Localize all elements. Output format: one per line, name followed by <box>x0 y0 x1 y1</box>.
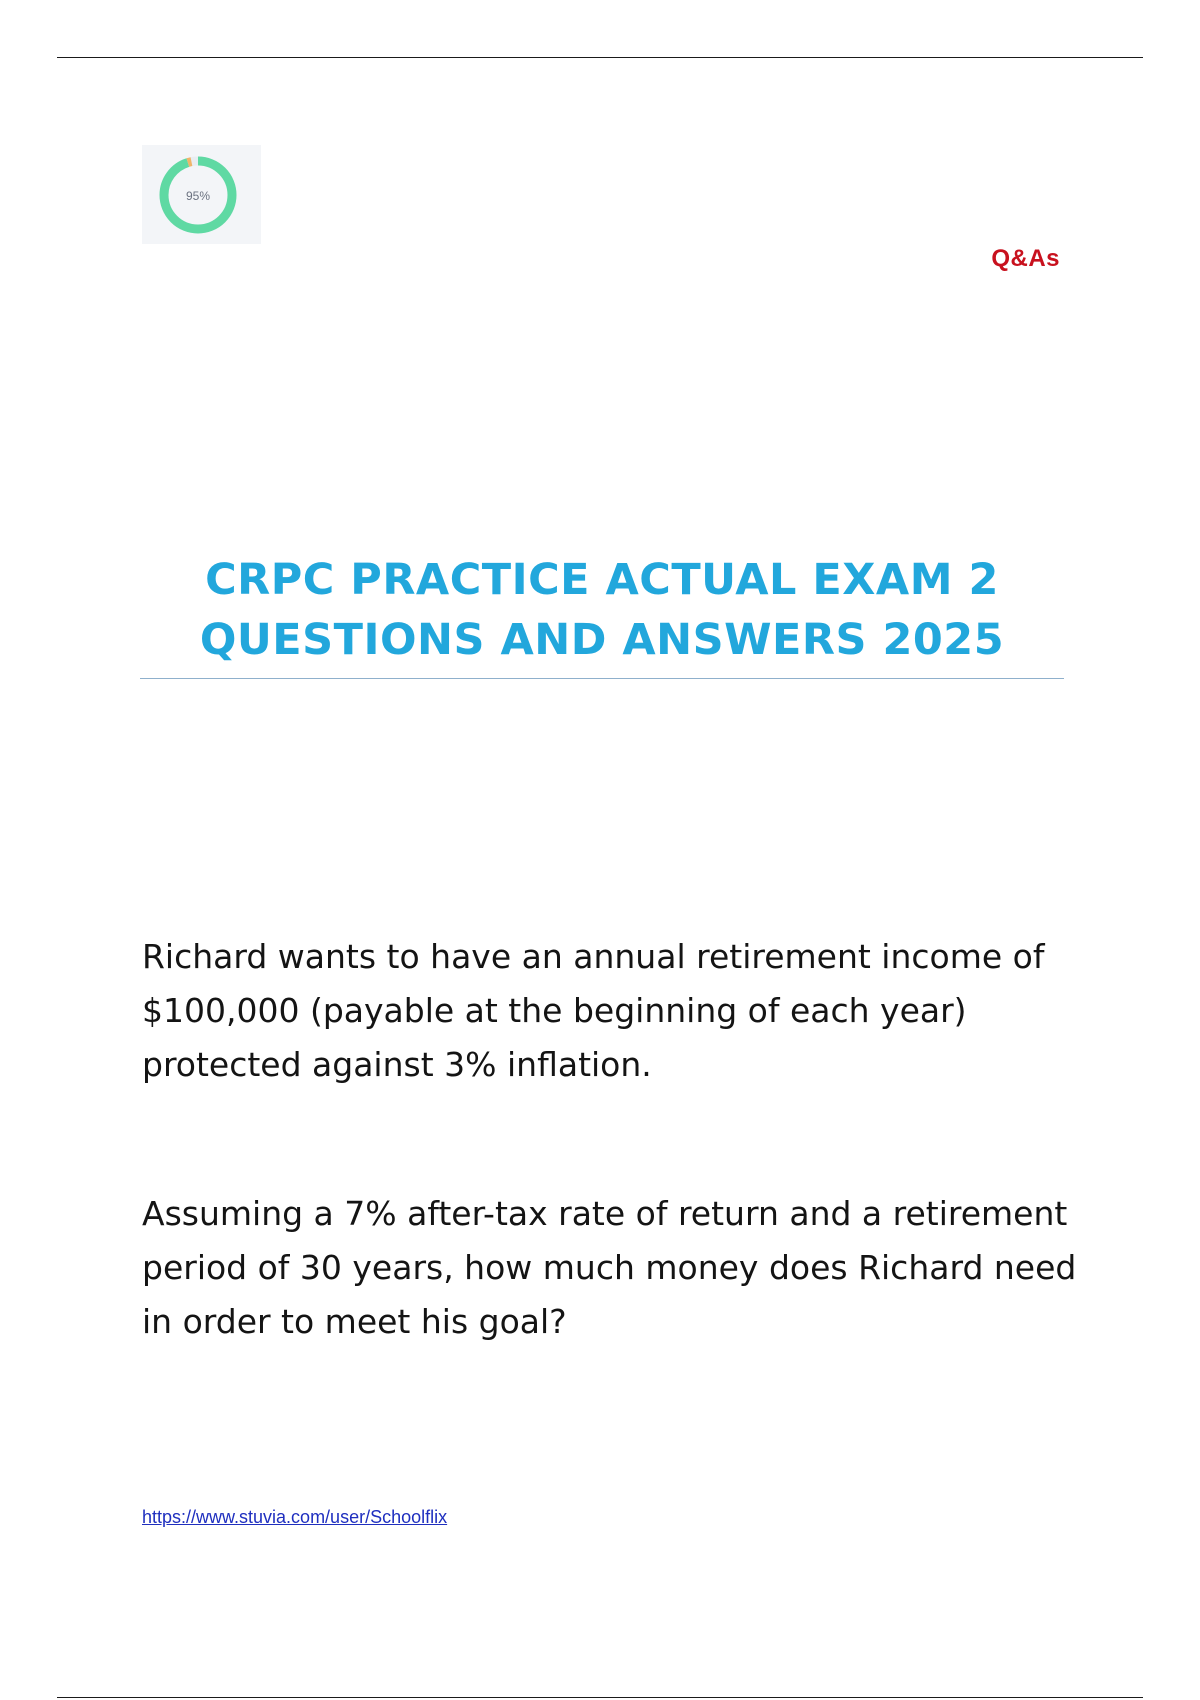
qa-label: Q&As <box>991 245 1060 272</box>
question-paragraph-1: Richard wants to have an annual retirement income of $100,000 (payable at the beginning of each year) protected against 3% inflation. <box>142 937 1045 1084</box>
document-title <box>140 550 1064 670</box>
profile-link[interactable]: https://www.stuvia.com/user/Schoolflix <box>142 1507 448 1527</box>
rating-ring-icon <box>142 145 261 244</box>
top-rule <box>57 57 1143 58</box>
question-paragraph-2: Assuming a 7% after-tax rate of return and a retirement period of 30 years, how much money does Richard need in order to meet his goal? <box>142 1194 1077 1341</box>
rating-badge <box>142 145 261 244</box>
title-line-2: QUESTIONS AND ANSWERS 2025 <box>199 615 1005 665</box>
bottom-rule <box>57 1697 1143 1698</box>
rating-percent-label: 95% <box>185 189 211 203</box>
title-divider <box>140 678 1064 679</box>
title-line-1: CRPC PRACTICE ACTUAL EXAM 2 <box>205 555 999 605</box>
